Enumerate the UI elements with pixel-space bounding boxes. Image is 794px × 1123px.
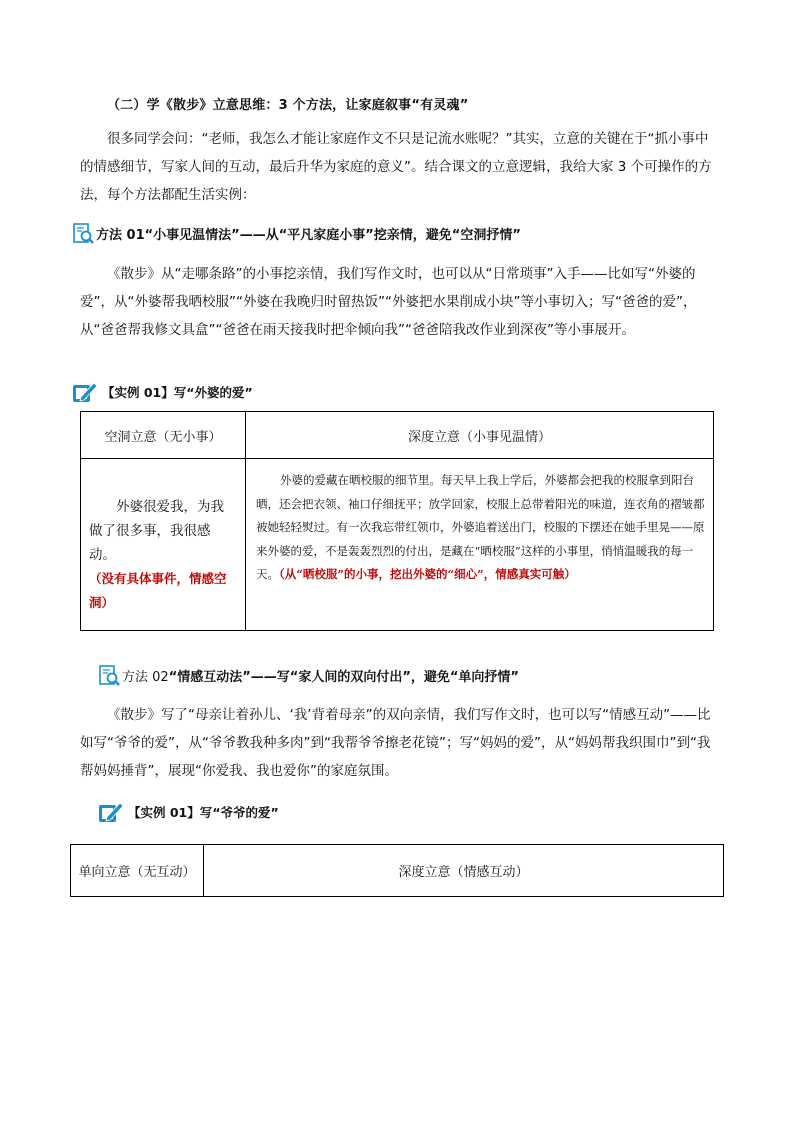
method-02-body: 《散步》写了“母亲让着孙儿、‘我’背着母亲”的双向亲情，我们写作文时，也可以写“情感互动”——比如写“爷爷的爱”，从“爷爷教我种多肉”到“我帮爷爷擦老花镜”；写“妈妈的爱”，从“妈妈帮我织围巾”到“我帮妈妈捶背”，展现“你爱我、我也爱你”的家庭氛围。 — [80, 707, 711, 779]
example-02-heading — [98, 800, 279, 824]
example-01-right-cell — [246, 459, 714, 631]
example-01-heading — [72, 380, 253, 404]
method-01-body: 《散步》从“走哪条路”的小事挖亲情，我们写作文时，也可以从“日常琐事”入手——比如写“外婆的爱”，从“外婆帮我晒校服”“外婆在我晚归时留热饭”“外婆把水果削成小块”等小事切入；写“爸爸的爱”，从“爸爸帮我修文具盒”“爸爸在雨天接我时把伞倾向我”“爸爸陪我改作业到深夜”等小事展开。 — [80, 266, 697, 338]
example-01-left-text: 外婆很爱我，为我做了很多事，我很感动。 — [89, 499, 224, 563]
method-02-prefix: 方法 02 — [122, 669, 169, 685]
example-01-table — [80, 411, 714, 631]
example-02-header-left: 单向立意（无互动） — [71, 845, 204, 897]
method-01-heading — [72, 222, 521, 244]
pencil-note-icon — [98, 800, 126, 824]
intro-paragraph: 很多同学会问：“老师，我怎么才能让家庭作文不只是记流水账呢？”其实，立意的关键在于“抓小事中的情感细节，写家人间的互动，最后升华为家庭的意义”。结合课文的立意逻辑，我给大家 3 个可操作的方法，每个方法都配生活实例： — [80, 131, 712, 203]
example-01-title: 【实例 01】写“外婆的爱” — [102, 385, 253, 400]
method-01-title: 方法 01“小事见温情法”——从“平凡家庭小事”挖亲情，避免“空洞抒情” — [96, 227, 521, 243]
example-01-left-note: （没有具体事件，情感空洞） — [89, 571, 227, 610]
example-01-right-note: （从“晒校服”的小事，挖出外婆的“细心”，情感真实可触） — [279, 567, 576, 581]
magnifier-doc-icon — [72, 222, 94, 244]
magnifier-doc-icon — [98, 664, 120, 686]
example-01-header-right: 深度立意（小事见温情） — [246, 412, 714, 459]
method-02-heading — [98, 664, 519, 686]
example-02-header-right: 深度立意（情感互动） — [204, 845, 724, 897]
method-02-title: “情感互动法”——写“家人间的双向付出”，避免“单向抒情” — [168, 669, 519, 685]
pencil-note-icon — [72, 380, 100, 404]
section-title: （二）学《散步》立意思维：3 个方法，让家庭叙事“有灵魂” — [107, 98, 469, 113]
example-02-title: 【实例 01】写“爷爷的爱” — [128, 805, 279, 820]
example-02-table — [70, 844, 724, 897]
example-01-right-text: 外婆的爱藏在晒校服的细节里。每天早上我上学后，外婆都会把我的校服拿到阳台晒，还会把衣领、袖口仔细抚平；放学回家，校服上总带着阳光的味道，连衣角的褶皱都被她轻轻熨过。有一次我忘带红领巾，外婆追着送出门，校服的下摆还在她手里晃——原来外婆的爱，不是轰轰烈烈的付出，是藏在“晒校服”这样的小事里，悄悄温暖我的每一天。 — [256, 473, 705, 581]
example-01-header-left: 空洞立意（无小事） — [81, 412, 246, 459]
example-01-left-cell — [81, 459, 246, 631]
